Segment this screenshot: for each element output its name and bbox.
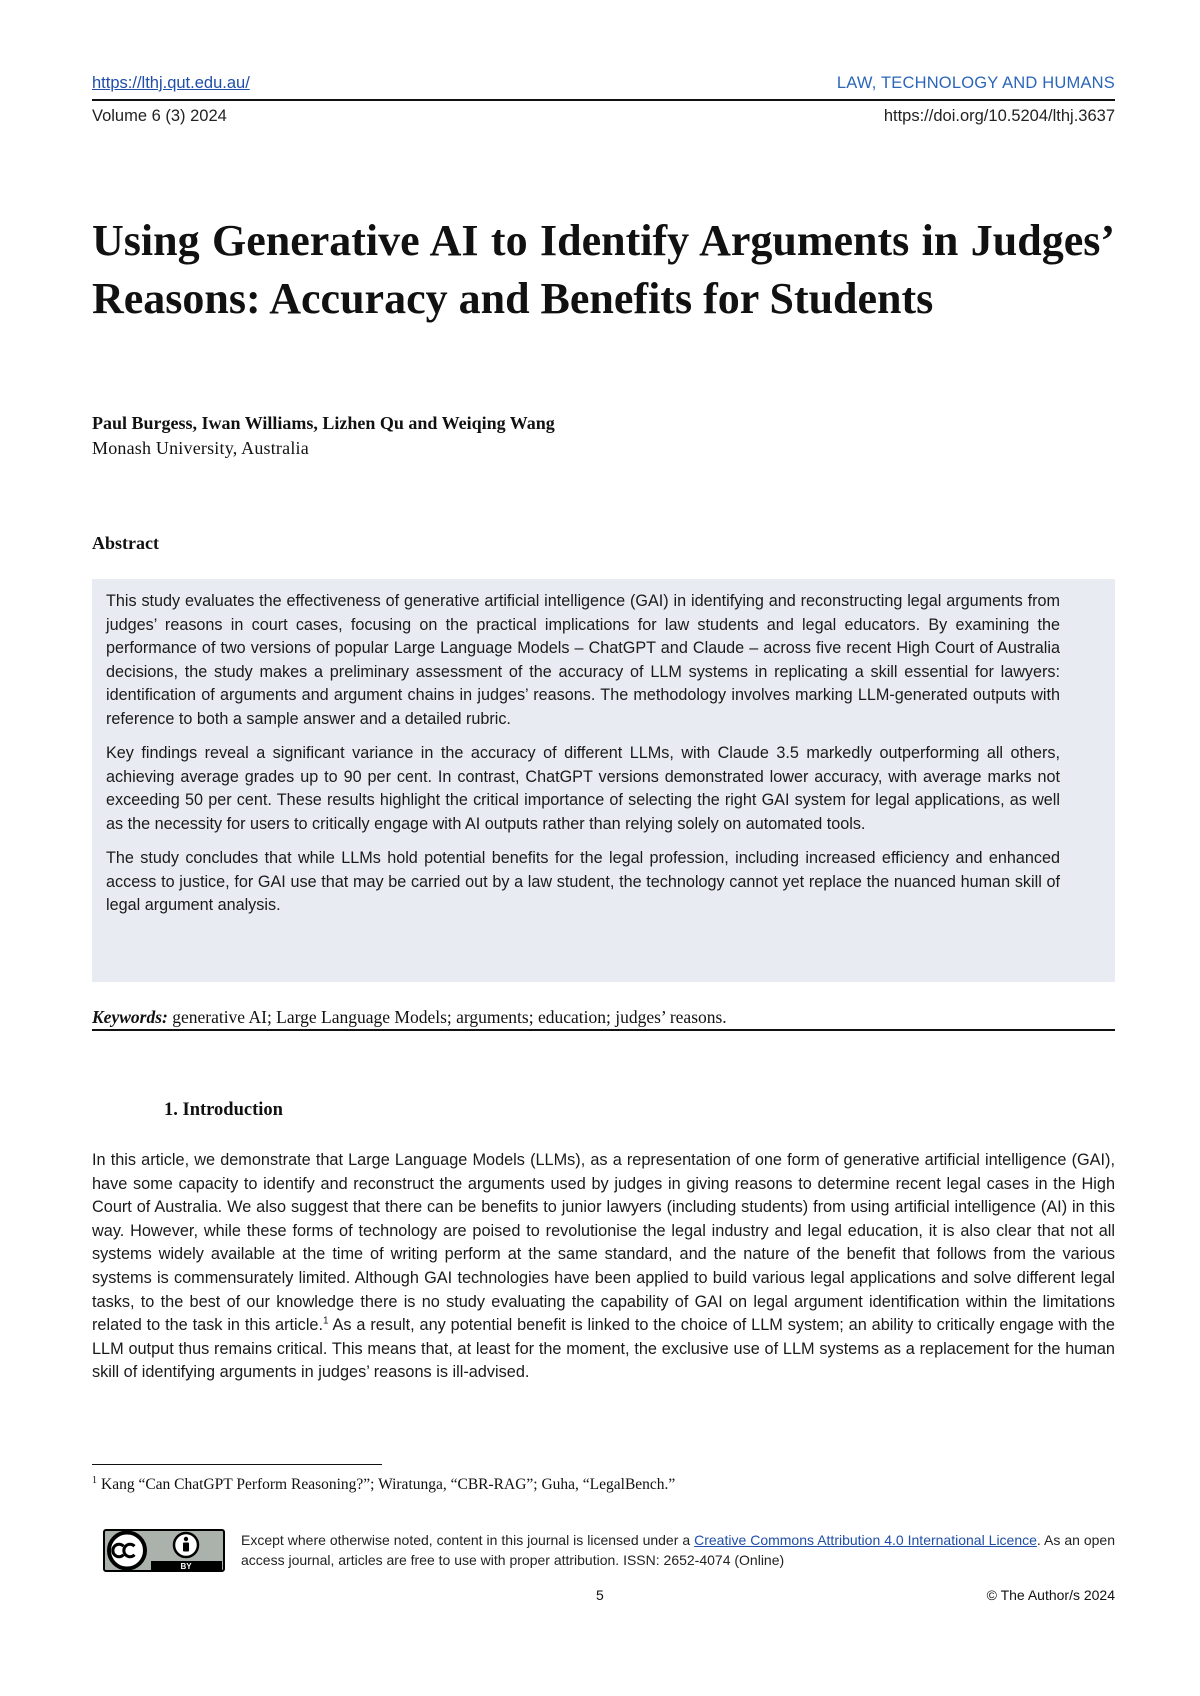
keywords-rule: [92, 1029, 1115, 1031]
footnote-rule: [92, 1464, 382, 1465]
header-rule: [92, 99, 1115, 101]
keywords-text: generative AI; Large Language Models; arguments; education; judges’ reasons.: [167, 1007, 727, 1027]
intro-text-part-2: As a result, any potential benefit is linked to the choice of LLM system; an ability to critically engage with the LLM output thus remains critical. This means that, at least for the moment, the exclusive use of LLM systems as a replacement for the human skill of identifying arguments in judges’ reasons is ill-advised.: [92, 1316, 1115, 1382]
license-text-1: Except where otherwise noted, content in this journal is licensed under a: [241, 1532, 695, 1548]
doi-text: https://doi.org/10.5204/lthj.3637: [883, 107, 1115, 125]
page-number: 5: [596, 1587, 604, 1603]
introduction-paragraph: [92, 1149, 1115, 1385]
volume-info: Volume 6 (3) 2024: [92, 107, 227, 125]
cc-by-license-icon[interactable]: [103, 1529, 225, 1572]
cc-licence-link[interactable]: Creative Commons Attribution 4.0 International Licence: [694, 1532, 1037, 1548]
journal-url-link[interactable]: https://lthj.qut.edu.au/: [92, 74, 250, 92]
keywords-label: Keywords:: [92, 1007, 168, 1027]
footnote-reference[interactable]: 1: [323, 1315, 329, 1327]
abstract-paragraph: This study evaluates the effectiveness of generative artificial intelligence (GAI) in identifying and reconstructing legal arguments from judges’ reasons in court cases, focusing on the practical implications for law students and legal educators. By examining the performance of two versions of popular Large Language Models – ChatGPT and Claude – across five recent High Court of Australia decisions, the study makes a preliminary assessment of the accuracy of LLM systems in replicating a skill essential for lawyers: identification of arguments and argument chains in judges’ reasons. The methodology involves marking LLM-generated outputs with reference to both a sample answer and a detailed rubric.: [106, 592, 1060, 728]
abstract-paragraph: The study concludes that while LLMs hold potential benefits for the legal profession, including increased efficiency and enhanced access to justice, for GAI use that may be carried out by a law student, the technology cannot yet replace the nuanced human skill of legal argument analysis.: [106, 849, 1060, 914]
abstract-paragraph: Key findings reveal a significant variance in the accuracy of different LLMs, with Claude 3.5 markedly outperforming all others, achieving average grades up to 90 per cent. In contrast, ChatGPT versions demonstrated lower accuracy, with average marks not exceeding 50 per cent. These results highlight the critical importance of selecting the right GAI system for legal applications, as well as the necessity for users to critically engage with AI outputs rather than relying solely on automated tools.: [106, 744, 1060, 833]
section-heading-introduction: 1. Introduction: [164, 1100, 283, 1120]
article-title: Using Generative AI to Identify Arguments in Judges’ Reasons: Accuracy and Benefits for Students: [92, 216, 1115, 323]
abstract-box: [92, 579, 1115, 982]
cc-badge-label: BY: [180, 1562, 192, 1571]
journal-name: LAW, TECHNOLOGY AND HUMANS: [836, 74, 1115, 92]
page-header: [92, 74, 1115, 93]
footnote-text: Kang “Can ChatGPT Perform Reasoning?”; Wiratunga, “CBR-RAG”; Guha, “LegalBench.”: [101, 1476, 676, 1493]
footnote: [92, 1476, 675, 1494]
intro-text-part-1: In this article, we demonstrate that Large Language Models (LLMs), as a representation of one form of generative artificial intelligence (GAI), have some capacity to identify and reconstruct the arguments used by judges in giving reasons to determine recent legal cases in the High Court of Australia. We also suggest that there can be benefits to junior lawyers (including students) from using artificial intelligence (AI) in this way. However, while these forms of technology are poised to revolutionise the legal industry and legal education, it is also clear that not all systems widely available at the time of writing perform at the same standard, and the nature of the benefit that follows from the various systems is commensurately limited. Although GAI technologies have been applied to build various legal applications and solve different legal tasks, to the best of our knowledge there is no study evaluating the capability of GAI on legal argument identification within the limitations related to the task in this article.: [92, 1151, 1115, 1335]
author-affiliation: Monash University, Australia: [92, 438, 309, 458]
copyright-notice: © The Author/s 2024: [986, 1587, 1115, 1603]
author-list: Paul Burgess, Iwan Williams, Lizhen Qu and Weiqing Wang: [92, 413, 555, 433]
license-text-2: . As an open access journal, articles are free to use with proper attribution. ISSN: 2652-4074 (Online): [241, 1532, 1116, 1568]
keywords-line: [92, 1007, 727, 1028]
abstract-heading: Abstract: [92, 533, 159, 553]
license-notice: [241, 1530, 1115, 1570]
issue-info: [92, 107, 1115, 126]
footnote-number: 1: [92, 1474, 97, 1486]
